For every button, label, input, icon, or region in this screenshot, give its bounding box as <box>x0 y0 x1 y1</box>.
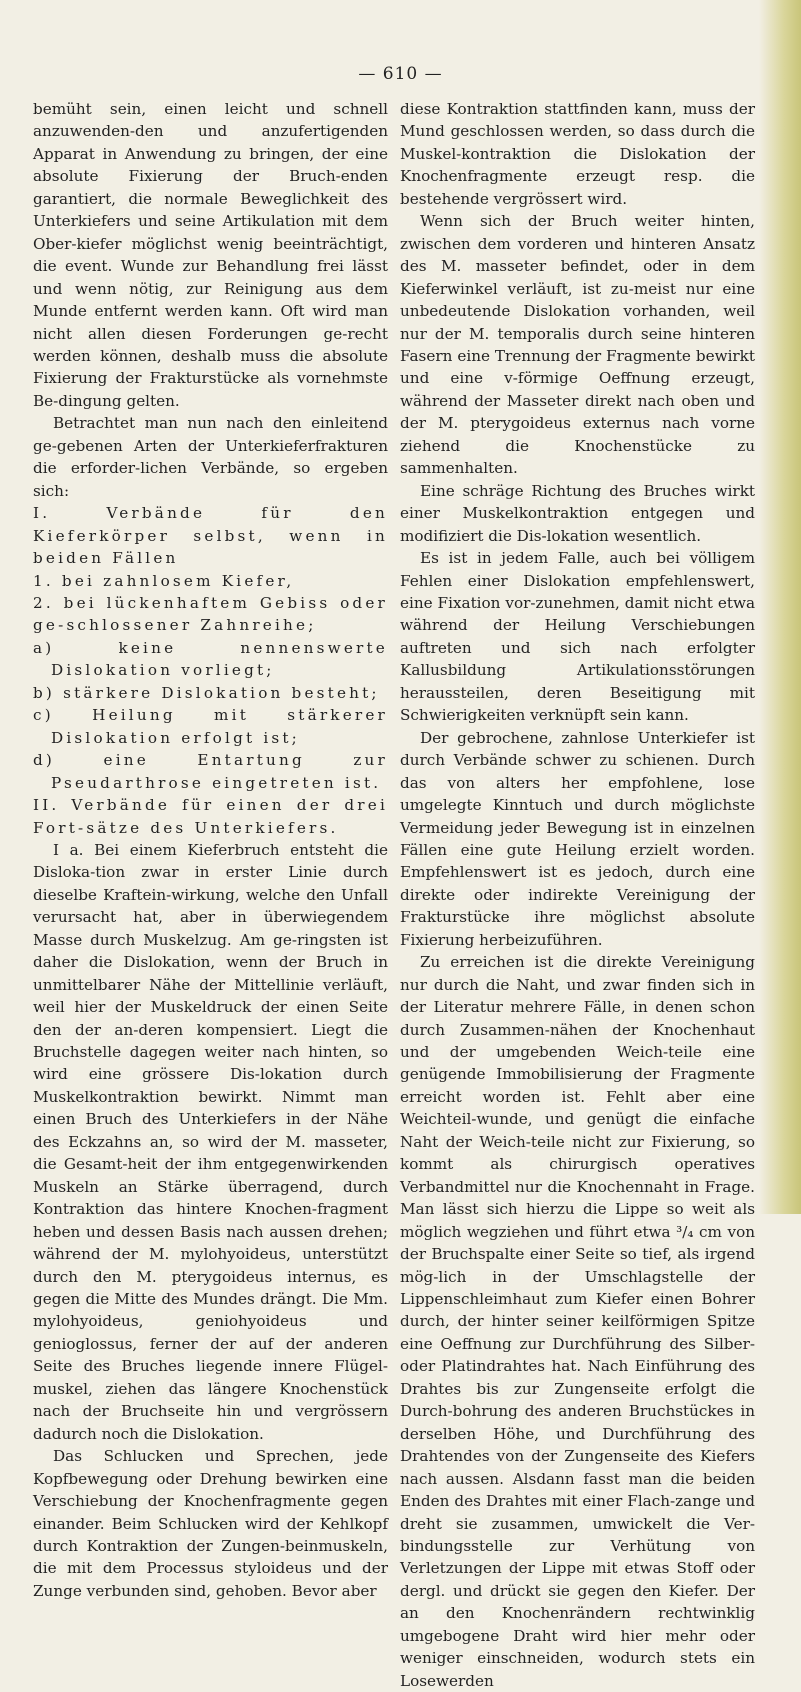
list-item: c) Heilung mit stärkerer Dislokation erfolgt ist; <box>33 706 388 747</box>
paragraph: Zu erreichen ist die direkte Vereinigung nur durch die Naht, und zwar finden sich in der Literatur mehrere Fälle, in denen schon durch Zusammen-nähen der Knochenhaut und der umgebenden Weich-teile eine genügende Immobilisierung der Fragmente erreicht worden ist. Fehlt aber eine Weichteil-wunde, und genügt die einfache Naht der Weich-teile nicht zur Fixierung, so kommt als chirurgisch operatives Verbandmittel nur die Knochennaht in Frage. Man lässt sich hierzu die Lippe so weit als möglich wegziehen und führt etwa ³/₄ cm von der Bruchspalte einer Seite so tief, als irgend mög-lich in der Umschlagstelle der Lippenschleimhaut zum Kiefer einen Bohrer durch, der hinter seiner keilförmigen Spitze eine Oeffnung zur Durchführung des Silber- oder Platindrahtes hat. Nach Einführung des Drahtes bis zur Zungenseite erfolgt die Durch-bohrung des anderen Bruchstückes in derselben Höhe, und Durchführung des Drahtendes von der Zungenseite des Kiefers nach aussen. Alsdann fasst man die beiden Enden des Drahtes mit einer Flach-zange und dreht sie zusammen, umwickelt die Ver-bindungsstelle zur Verhütung von Verletzungen der Lippe mit etwas Stoff oder dergl. und drückt sie gegen den Kiefer. Der an den Knochenrändern rechtwinklig umgebogene Draht wird hier mehr oder weniger einschneiden, wodurch stets ein Losewerden <box>400 953 755 1690</box>
list-item: 2. bei lückenhaftem Gebiss oder ge-schlossener Zahnreihe; <box>33 593 388 635</box>
list-item: d) eine Entartung zur Pseudarthrose eingetreten ist. <box>33 751 388 792</box>
paragraph: I a. Bei einem Kieferbruch entsteht die Disloka-tion zwar in erster Linie durch dieselbe Kraftein-wirkung, welche den Unfall verursacht hat, aber in überwiegendem Masse durch Muskelzug. Am ge-ringsten ist daher die Dislokation, wenn der Bruch in unmittelbarer Nähe der Mittellinie verläuft, weil hier der Muskeldruck der einen Seite den der an-deren kompensiert. Liegt die Bruchstelle dagegen weiter nach hinten, so wird eine grössere Dis-lokation durch Muskelkontraktion bewirkt. Nimmt man einen Bruch des Unterkiefers in der Nähe des Eckzahns an, so wird der M. masseter, die Gesamt-heit der ihm entgegenwirkenden Muskeln an Stärke überragend, durch Kontraktion das hintere Knochen-fragment heben und dessen Basis nach aussen drehen; während der M. mylohyoideus, unterstützt durch den M. pterygoideus internus, es gegen die Mitte des Mundes drängt. Die Mm. mylohyoideus, geniohyoideus und genioglossus, ferner der auf der anderen Seite des Bruches liegende innere Flügel-muskel, ziehen das längere Knochenstück nach der Bruchseite hin und vergrössern dadurch noch die Dislokation. <box>33 840 388 1443</box>
list-item: 1. bei zahnlosem Kiefer, <box>33 571 295 590</box>
paragraph: Betrachtet man nun nach den einleitend ge-gebenen Arten der Unterkieferfrakturen die erforder-lichen Verbände, so ergeben sich: <box>33 414 388 500</box>
section-heading-ii: II. Verbände für einen der drei Fort-sätze des Unterkiefers. <box>33 796 388 837</box>
section-heading-i: I. Verbände für den Kieferkörper selbst, wenn in beiden Fällen <box>33 504 388 568</box>
page-edge-shadow <box>759 0 801 1214</box>
paragraph: Es ist in jedem Falle, auch bei völligem Fehlen einer Dislokation empfehlenswert, eine Fixation vor-zunehmen, damit nicht etwa während der Heilung Verschiebungen auftreten und sich nach erfolgter Kallusbildung Artikulationsstörungen heraussteilen, deren Beseitigung mit Schwierigkeiten verknüpft sein kann. <box>400 549 755 725</box>
paragraph: Eine schräge Richtung des Bruches wirkt einer Muskelkontraktion entgegen und modifiziert die Dis-lokation wesentlich. <box>400 481 755 545</box>
list-item: a) keine nennenswerte Dislokation vorliegt; <box>33 638 388 680</box>
list-item: b) stärkere Dislokation besteht; <box>33 683 380 702</box>
paragraph: bemüht sein, einen leicht und schnell anzuwenden-den und anzufertigenden Apparat in Anwendung zu bringen, der eine absolute Fixierung der Bruch-enden garantiert, die normale Beweglichkeit des Unterkiefers und seine Artikulation mit dem Ober-kiefer möglichst wenig beeinträchtigt, die event. Wunde zur Behandlung frei lässt und wenn nötig, zur Reinigung aus dem Munde entfernt werden kann. Oft wird man nicht allen diesen Forderungen ge-recht werden können, deshalb muss die absolute Fixierung der Frakturstücke als vornehmste Be-dingung gelten. <box>33 100 388 410</box>
paragraph: diese Kontraktion stattfinden kann, muss der Mund geschlossen werden, so dass durch die Muskel-kontraktion die Dislokation der Knochenfragmente erzeugt resp. die bestehende vergrössert wird. <box>400 100 755 208</box>
right-column <box>400 98 755 1692</box>
left-column <box>33 98 388 1602</box>
page-number: — 610 — <box>358 64 443 84</box>
paragraph: Wenn sich der Bruch weiter hinten, zwischen dem vorderen und hinteren Ansatz des M. masseter befindet, oder in dem Kieferwinkel verläuft, ist zu-meist nur eine unbedeutende Dislokation vorhanden, weil nur der M. temporalis durch seine hinteren Fasern eine Trennung der Fragmente bewirkt und eine v-förmige Oeffnung erzeugt, während der Masseter direkt nach oben und der M. pterygoideus externus nach vorne ziehend die Knochenstücke zu sammenhalten. <box>400 212 755 478</box>
paragraph: Der gebrochene, zahnlose Unterkiefer ist durch Verbände schwer zu schienen. Durch das von alters her empfohlene, lose umgelegte Kinntuch und durch möglichste Vermeidung jeder Bewegung ist in einzelnen Fällen eine gute Heilung erzielt worden. Empfehlenswert ist es jedoch, durch eine direkte oder indirekte Vereinigung der Frakturstücke ihre möglichst absolute Fixierung herbeizuführen. <box>400 728 755 949</box>
paragraph: Das Schlucken und Sprechen, jede Kopfbewegung oder Drehung bewirken eine Verschiebung der Knochenfragmente gegen einander. Beim Schlucken wird der Kehlkopf durch Kontraktion der Zungen-beinmuskeln, die mit dem Processus styloideus und der Zunge verbunden sind, gehoben. Bevor aber <box>33 1447 388 1600</box>
